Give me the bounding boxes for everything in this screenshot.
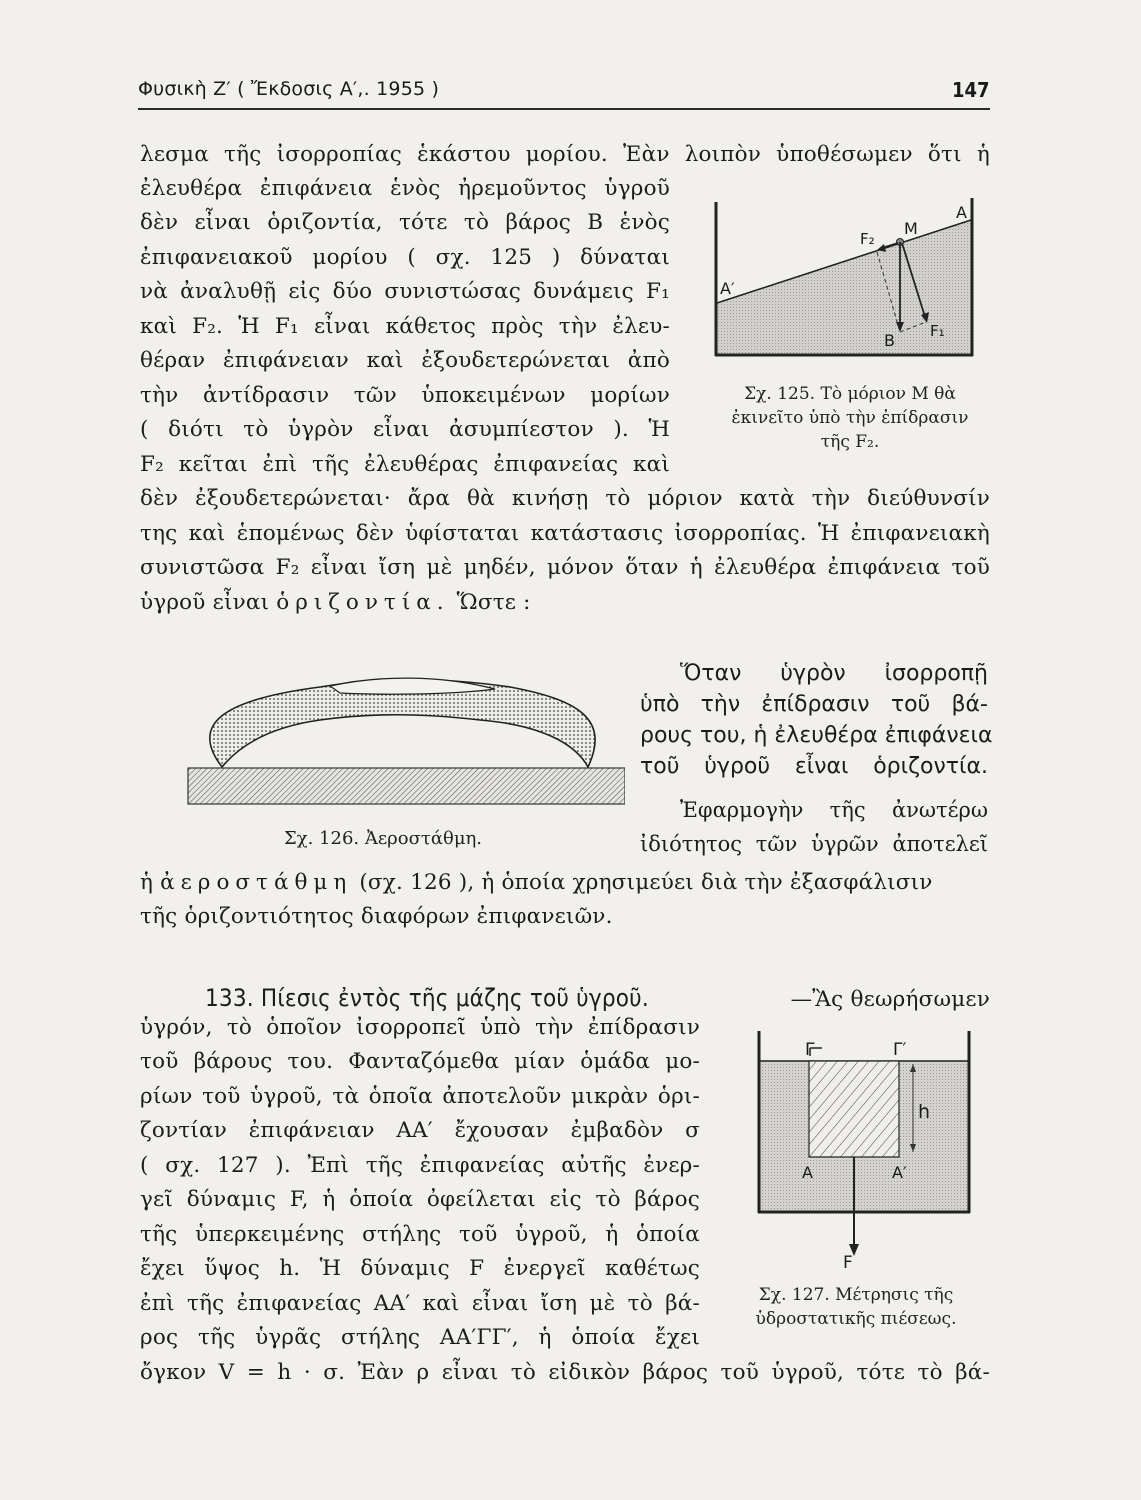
label-a-prime: A′ <box>720 279 735 298</box>
caption-line: Σχ. 125. Τὸ μόριον Μ θὰ <box>744 384 956 404</box>
emphasized-word-spirit-level: ἀεροστάθμη <box>160 870 353 895</box>
text-line: συνιστῶσα F₂ εἶναι ἴση μὲ μηδέν, μόνον ὅταν ἡ ἐλευθέρα ἐπιφάνεια τοῦ <box>140 555 990 580</box>
text-line: ὑγρόν, τὸ ὁποῖον ἰσορροπεῖ ὑπὸ τὴν ἐπίδρασιν <box>140 1015 700 1040</box>
figure-125-diagram <box>700 190 1000 370</box>
text-line: καὶ F₂. Ἡ F₁ εἶναι κάθετος πρὸς τὴν ἐλευ- <box>140 314 670 339</box>
text-line: γεῖ δύναμις F, ἡ ὁποία ὀφείλεται εἰς τὸ βάρος <box>140 1187 700 1212</box>
text-line: ἐπιφανειακοῦ μορίου ( σχ. 125 ) δύναται <box>140 245 670 270</box>
label-m: M <box>904 219 918 238</box>
label-f: F <box>843 1253 853 1273</box>
section-heading: 133. Πίεσις ἐντὸς τῆς μάζης τοῦ ὑγροῦ. <box>205 984 649 1012</box>
text-line: της καὶ ἑπομένως δὲν ὑφίσταται κατάστασις ἰσορροπίας. Ἡ ἐπιφανειακὴ <box>140 521 990 546</box>
text-line: ἐλευθέρα ἐπιφάνεια ἑνὸς ἠρεμοῦντος ὑγροῦ <box>140 176 670 201</box>
figure-126-caption: Σχ. 126. Ἀεροστάθμη. <box>283 828 483 849</box>
label-gamma-prime: Γ′ <box>893 1040 907 1060</box>
text-line: δὲν ἐξουδετερώνεται· ἄρα θὰ κινήσῃ τὸ μόριον κατὰ τὴν διεύθυνσίν <box>140 486 990 511</box>
air-bubble <box>330 678 495 694</box>
text-line: F₂ κεῖται ἐπὶ τῆς ἐλευθέρας ἐπιφανείας καὶ <box>140 452 670 477</box>
text-line: ἔχει ὕψος h. Ἡ δύναμις F ἐνεργεῖ καθέτως <box>140 1256 700 1281</box>
text-line: τῆς ὑπερκειμένης στήλης τοῦ ὑγροῦ, ἡ ὁποία <box>140 1222 700 1247</box>
text-fragment: ὑγροῦ εἶναι <box>140 590 270 615</box>
text-line: ( διότι τὸ ὑγρὸν εἶναι ἀσυμπίεστον ). Ἡ <box>140 417 670 442</box>
rule-line: Ὅταν ὑγρὸν ἰσορροπῇ <box>680 661 988 686</box>
rule-line: τοῦ ὑγροῦ εἶναι ὁριζοντία. <box>640 754 988 779</box>
header-divider <box>138 108 990 110</box>
text-line: τοῦ βάρους του. Φανταζόμεθα μίαν ὁμάδα μο- <box>140 1049 700 1074</box>
label-gamma: Γ <box>805 1040 815 1060</box>
text-line: ρος τῆς ὑγρᾶς στήλης ΑΑ′ΓΓ′, ἡ ὁποία ἔχει <box>140 1325 700 1350</box>
text-fragment: Ὥστε : <box>456 590 531 615</box>
rule-line: ρους του, ἡ ἐλευθέρα ἐπιφάνεια <box>640 723 993 748</box>
text-line: ζοντίαν ἐπιφάνειαν ΑΑ′ ἔχουσαν ἐμβαδὸν σ <box>140 1118 700 1143</box>
emphasized-word-horizontal: ὁριζοντία. <box>276 590 450 615</box>
figure-127-caption <box>716 1283 996 1331</box>
label-a: A <box>802 1163 813 1182</box>
figure-126-diagram <box>180 665 625 815</box>
label-f2: F₂ <box>860 230 875 248</box>
text-line-spirit-level <box>140 868 933 898</box>
text-fragment: —Ἂς θεωρήσωμεν <box>790 987 990 1012</box>
base-plate <box>188 768 625 804</box>
rule-line: ὑπὸ τὴν ἐπίδρασιν τοῦ βά- <box>640 692 988 717</box>
caption-line: τῆς F₂. <box>820 432 880 452</box>
text-fragment: (σχ. 126 ), ἡ ὁποία χρησιμεύει διὰ τὴν ἐξασφάλισιν <box>359 870 933 895</box>
text-line: ( σχ. 127 ). Ἐπὶ τῆς ἐπιφανείας αὐτῆς ἐνερ- <box>140 1153 700 1178</box>
text-line: ὄγκον V = h · σ. Ἐὰν ρ εἶναι τὸ εἰδικὸν βάρος τοῦ ὑγροῦ, τότε τὸ βά- <box>140 1360 990 1385</box>
text-line: τῆς ὁριζοντιότητος διαφόρων ἐπιφανειῶν. <box>140 904 613 929</box>
figure-125-caption <box>712 382 988 454</box>
figure-127-diagram <box>750 1028 980 1268</box>
label-b: B <box>884 331 895 350</box>
label-h: h <box>918 1101 931 1123</box>
text-line: θέραν ἐπιφάνειαν καὶ ἐξουδετερώνεται ἀπὸ <box>140 348 670 373</box>
text-line: ρίων τοῦ ὑγροῦ, τὰ ὁποῖα ἀποτελοῦν μικρὰν ὁρι- <box>140 1084 700 1109</box>
label-a: A <box>956 203 967 222</box>
text-line: λεσμα τῆς ἰσορροπίας ἑκάστου μορίου. Ἐὰν λοιπὸν ὑποθέσωμεν ὅτι ἡ <box>140 142 990 167</box>
text-line: Ἐφαρμογὴν τῆς ἀνωτέρω <box>680 798 988 822</box>
caption-line: ἐκινεῖτο ὑπὸ τὴν ἐπίδρασιν <box>731 408 969 428</box>
text-line: νὰ ἀναλυθῇ εἰς δύο συνιστώσας δυνάμεις F₁ <box>140 279 670 304</box>
label-f1: F₁ <box>930 322 945 340</box>
text-line: δὲν εἶναι ὁριζοντία, τότε τὸ βάρος Β ἑνὸς <box>140 210 670 235</box>
text-line: τὴν ἀντίδρασιν τῶν ὑποκειμένων μορίων <box>140 383 670 408</box>
text-line-conclusion <box>140 588 531 618</box>
liquid-column <box>809 1061 899 1157</box>
text-line: ἰδιότητος τῶν ὑγρῶν ἀποτελεῖ <box>640 832 988 856</box>
label-a-prime: A′ <box>892 1163 907 1182</box>
text-fragment: ἡ <box>140 870 154 895</box>
text-line: ἐπὶ τῆς ἐπιφανείας ΑΑ′ καὶ εἶναι ἴση μὲ τὸ βά- <box>140 1291 700 1316</box>
caption-line: ὑδροστατικῆς πιέσεως. <box>755 1309 957 1329</box>
section-heading-line <box>205 983 990 1015</box>
running-header-title: Φυσικὴ Ζ′ ( Ἔκδοσις Α′,. 1955 ) <box>138 78 440 100</box>
caption-line: Σχ. 127. Μέτρησις τῆς <box>758 1285 954 1305</box>
page-number: 147 <box>952 78 990 102</box>
